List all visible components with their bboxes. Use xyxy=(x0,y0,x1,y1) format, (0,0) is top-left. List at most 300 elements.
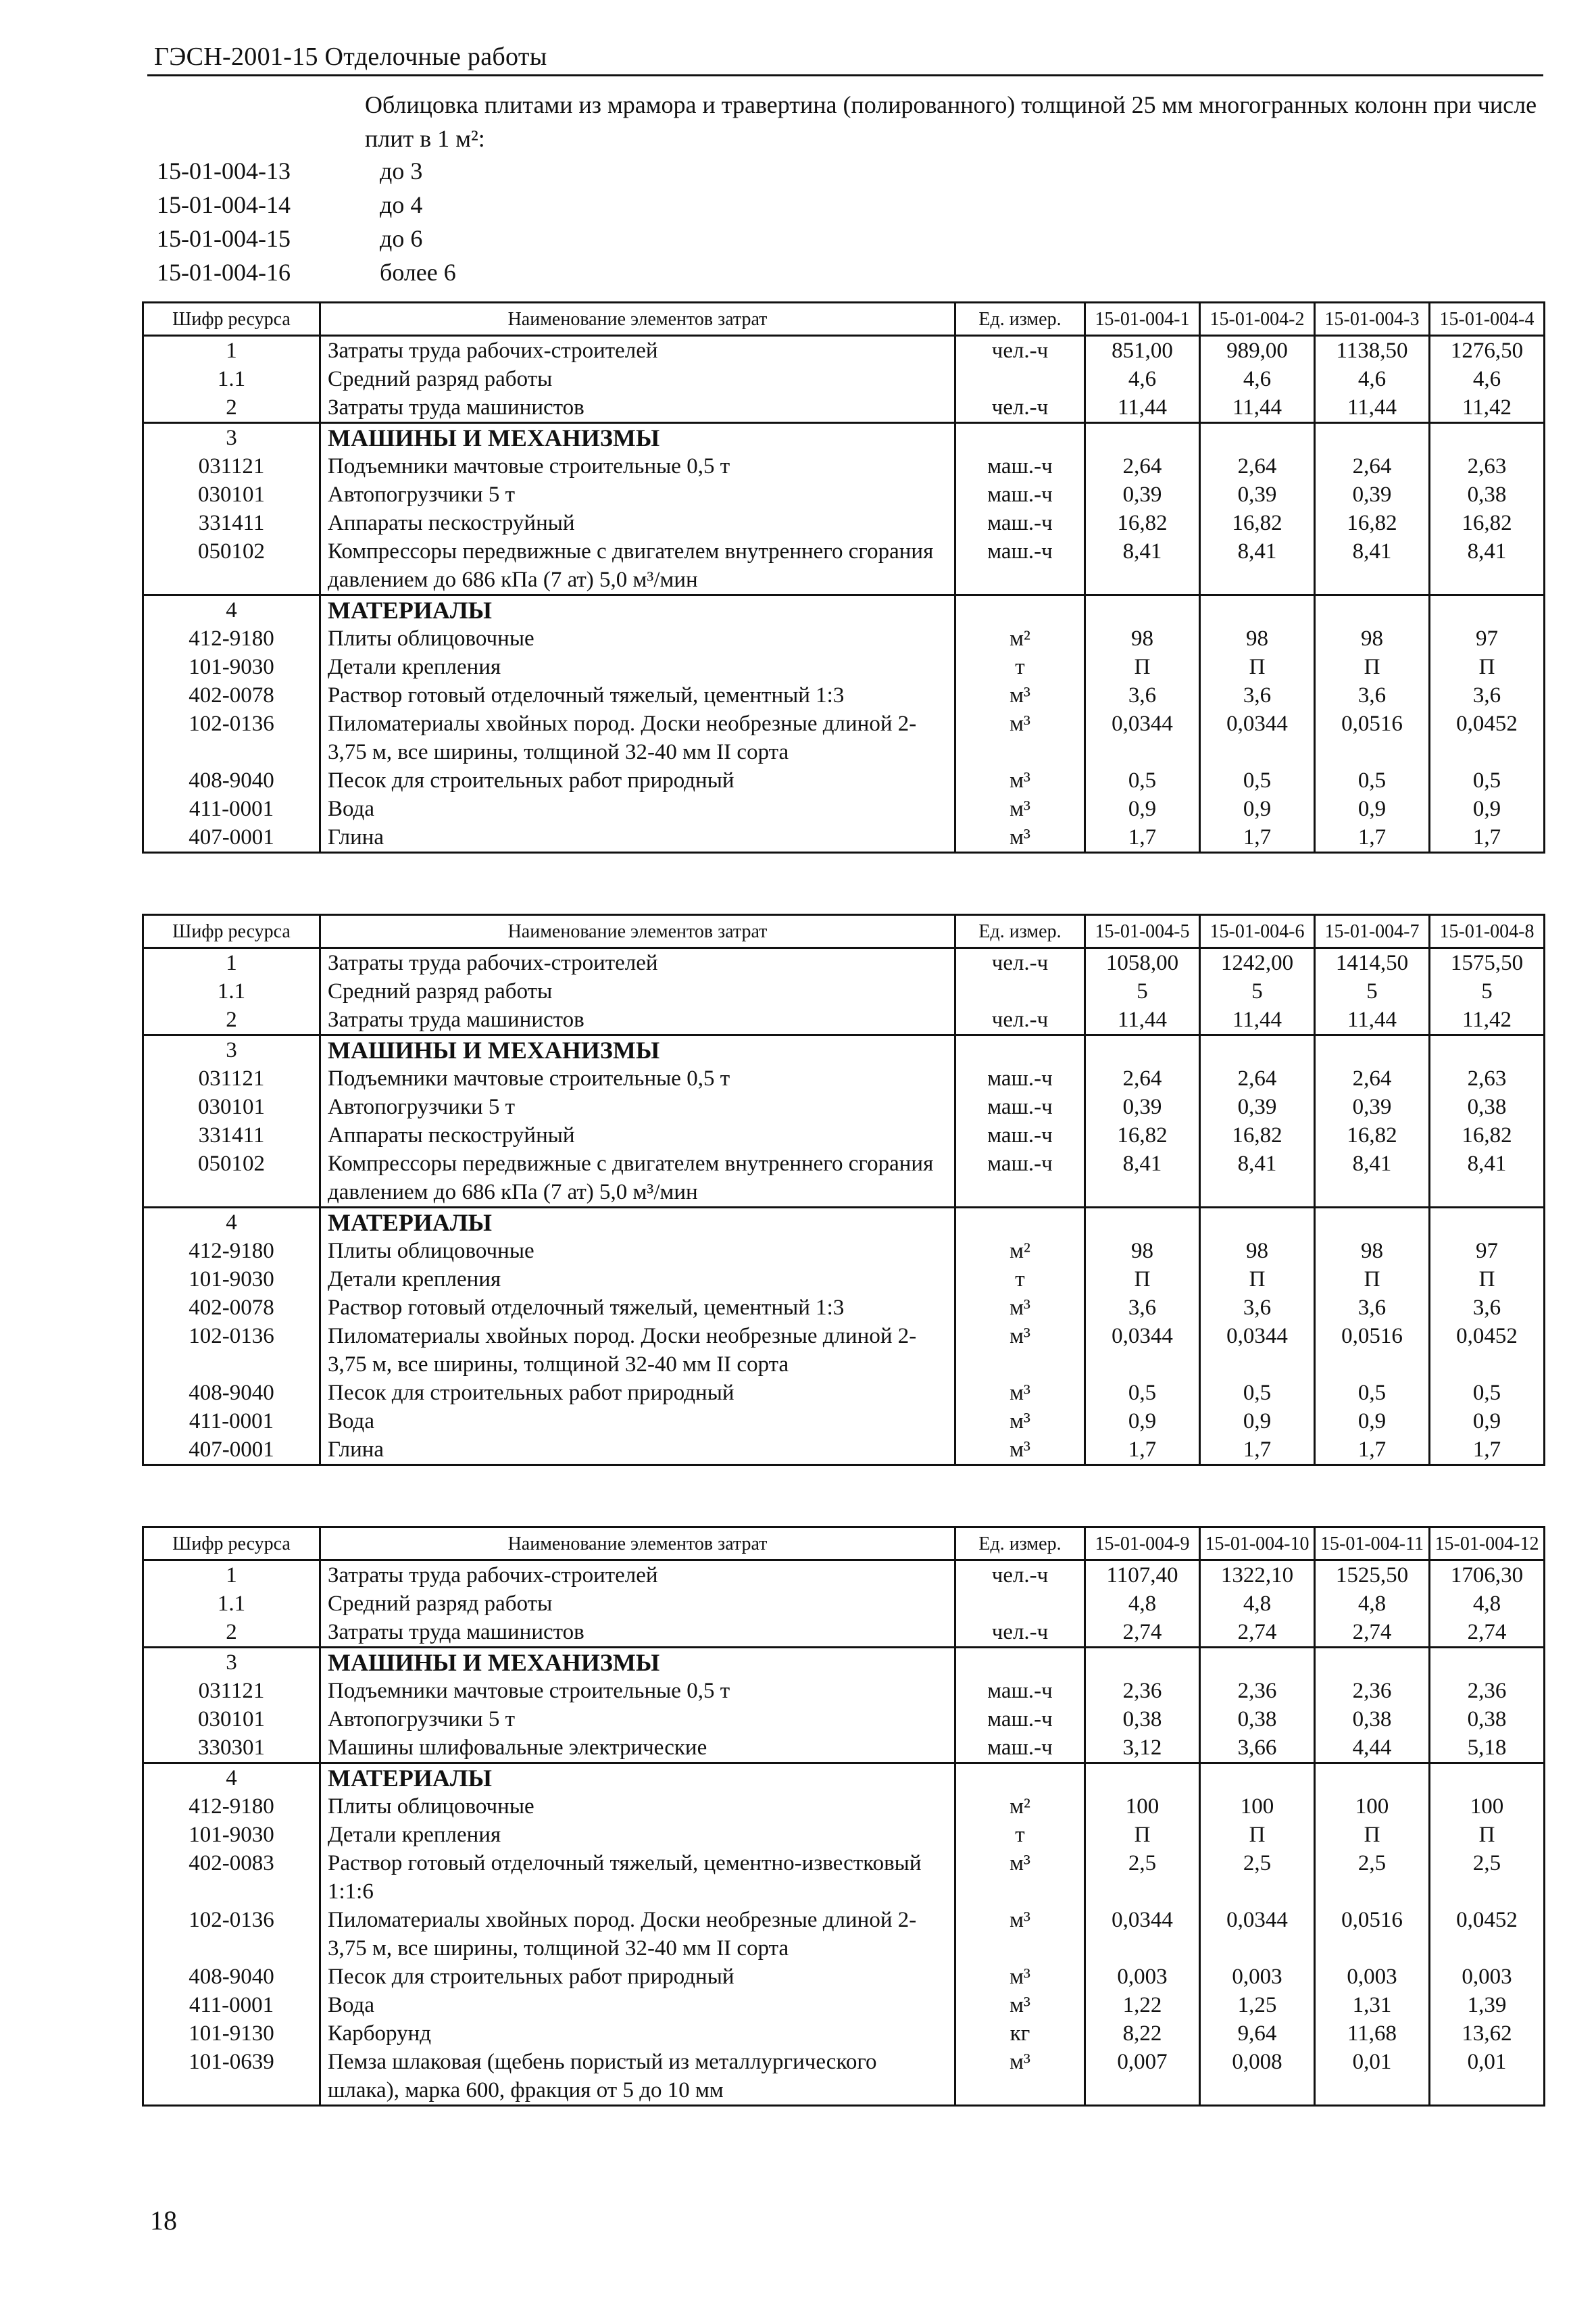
value-cell: 1,7 xyxy=(1430,1435,1545,1465)
value-cell xyxy=(1315,1035,1430,1065)
table-row xyxy=(143,1150,1545,1208)
variant-code: 15-01-004-16 xyxy=(157,259,291,286)
value-cell: 0,9 xyxy=(1085,795,1200,823)
value-cell: 5,18 xyxy=(1430,1733,1545,1763)
header-code: Шифр ресурса xyxy=(143,303,320,336)
value-cell: 2,64 xyxy=(1085,1064,1200,1093)
table-row xyxy=(143,1821,1545,1849)
unit: м³ xyxy=(955,766,1085,795)
table-row xyxy=(143,393,1545,423)
resource-name: Средний разряд работы xyxy=(320,977,955,1006)
resource-code: 101-0639 xyxy=(143,2048,320,2106)
value-cell: 2,64 xyxy=(1315,1064,1430,1093)
variant-list xyxy=(157,154,456,289)
value-cell: 1322,10 xyxy=(1200,1560,1315,1590)
value-cell: 100 xyxy=(1430,1792,1545,1821)
value-cell: 3,6 xyxy=(1430,681,1545,710)
resource-table-3 xyxy=(142,1526,1545,2107)
resource-name: Затраты труда машинистов xyxy=(320,1006,955,1035)
table-row xyxy=(143,1763,1545,1793)
value-cell: 1,7 xyxy=(1085,1435,1200,1465)
variant-code: 15-01-004-14 xyxy=(157,191,291,218)
value-cell: 1414,50 xyxy=(1315,948,1430,978)
resource-code: 408-9040 xyxy=(143,1379,320,1407)
value-cell: 8,22 xyxy=(1085,2019,1200,2048)
value-cell: 2,36 xyxy=(1200,1677,1315,1705)
unit: м³ xyxy=(955,681,1085,710)
value-cell: 2,64 xyxy=(1200,452,1315,481)
unit: м² xyxy=(955,1792,1085,1821)
unit xyxy=(955,595,1085,625)
value-cell: 989,00 xyxy=(1200,336,1315,366)
value-cell: 4,8 xyxy=(1200,1590,1315,1618)
value-cell: 16,82 xyxy=(1200,1121,1315,1150)
value-cell: 0,003 xyxy=(1200,1963,1315,1991)
value-cell: 3,6 xyxy=(1430,1294,1545,1322)
value-cell: 0,5 xyxy=(1315,1379,1430,1407)
value-cell: 2,63 xyxy=(1430,1064,1545,1093)
variant-code: 15-01-004-15 xyxy=(157,225,291,252)
value-cell: 0,38 xyxy=(1430,1705,1545,1733)
value-cell: 0,39 xyxy=(1085,481,1200,509)
value-cell xyxy=(1315,1763,1430,1793)
value-cell: 16,82 xyxy=(1430,1121,1545,1150)
table-row xyxy=(143,595,1545,625)
unit: чел.-ч xyxy=(955,1006,1085,1035)
section-title: МАТЕРИАЛЫ xyxy=(320,1763,955,1793)
unit: маш.-ч xyxy=(955,1677,1085,1705)
value-cell: 11,42 xyxy=(1430,393,1545,423)
resource-code: 408-9040 xyxy=(143,1963,320,1991)
resource-code: 030101 xyxy=(143,1705,320,1733)
table-row xyxy=(143,1006,1545,1035)
value-cell: 0,5 xyxy=(1085,1379,1200,1407)
unit: маш.-ч xyxy=(955,1733,1085,1763)
value-cell: 2,36 xyxy=(1315,1677,1430,1705)
value-cell: 0,9 xyxy=(1430,795,1545,823)
resource-name: Вода xyxy=(320,795,955,823)
value-cell: 11,42 xyxy=(1430,1006,1545,1035)
value-cell: 1242,00 xyxy=(1200,948,1315,978)
value-cell: 4,6 xyxy=(1085,365,1200,393)
value-cell: 5 xyxy=(1085,977,1200,1006)
value-cell: 0,9 xyxy=(1315,1407,1430,1435)
resource-code: 102-0136 xyxy=(143,1906,320,1963)
resource-code: 412-9180 xyxy=(143,1792,320,1821)
unit: м³ xyxy=(955,1849,1085,1906)
resource-name: Песок для строительных работ природный xyxy=(320,1963,955,1991)
value-cell: 0,0344 xyxy=(1085,1322,1200,1379)
table-row xyxy=(143,1035,1545,1065)
unit: м³ xyxy=(955,795,1085,823)
table-row xyxy=(143,1435,1545,1465)
table-header-row xyxy=(143,303,1545,336)
resource-code: 3 xyxy=(143,423,320,453)
resource-code: 2 xyxy=(143,1618,320,1648)
value-cell: 8,41 xyxy=(1315,537,1430,595)
value-cell: 2,74 xyxy=(1200,1618,1315,1648)
variant-text: до 3 xyxy=(380,157,423,184)
value-cell: П xyxy=(1315,1265,1430,1294)
section-title: МАШИНЫ И МЕХАНИЗМЫ xyxy=(320,1648,955,1677)
resource-code: 2 xyxy=(143,393,320,423)
value-cell xyxy=(1200,1035,1315,1065)
unit: м² xyxy=(955,1237,1085,1265)
value-cell: 2,74 xyxy=(1085,1618,1200,1648)
value-cell: 0,0344 xyxy=(1085,710,1200,766)
table-row xyxy=(143,823,1545,853)
value-cell: П xyxy=(1430,1265,1545,1294)
value-cell: 8,41 xyxy=(1430,537,1545,595)
variant-row xyxy=(157,188,456,222)
value-cell: 3,6 xyxy=(1315,1294,1430,1322)
unit: маш.-ч xyxy=(955,452,1085,481)
value-cell: 1138,50 xyxy=(1315,336,1430,366)
value-cell: 1276,50 xyxy=(1430,336,1545,366)
value-cell xyxy=(1315,423,1430,453)
table-header-row xyxy=(143,1527,1545,1560)
value-cell: 1525,50 xyxy=(1315,1560,1430,1590)
value-cell: 0,5 xyxy=(1200,1379,1315,1407)
value-cell: 3,6 xyxy=(1200,681,1315,710)
value-cell: 0,5 xyxy=(1200,766,1315,795)
header-norm-code: 15-01-004-1 xyxy=(1085,303,1200,336)
resource-name: Раствор готовый отделочный тяжелый, цементный 1:3 xyxy=(320,1294,955,1322)
value-cell: 4,8 xyxy=(1085,1590,1200,1618)
unit: чел.-ч xyxy=(955,393,1085,423)
header-unit: Ед. измер. xyxy=(955,303,1085,336)
resource-name: Затраты труда рабочих-строителей xyxy=(320,336,955,366)
unit xyxy=(955,1590,1085,1618)
unit: т xyxy=(955,653,1085,681)
value-cell: 1,25 xyxy=(1200,1991,1315,2019)
value-cell: 3,66 xyxy=(1200,1733,1315,1763)
value-cell: 98 xyxy=(1315,1237,1430,1265)
table-row xyxy=(143,766,1545,795)
value-cell xyxy=(1430,1763,1545,1793)
value-cell: 4,6 xyxy=(1200,365,1315,393)
value-cell: 11,44 xyxy=(1085,393,1200,423)
value-cell: 1,7 xyxy=(1315,1435,1430,1465)
table-row xyxy=(143,977,1545,1006)
value-cell: 97 xyxy=(1430,624,1545,653)
unit xyxy=(955,1648,1085,1677)
resource-code: 407-0001 xyxy=(143,1435,320,1465)
value-cell: 0,0344 xyxy=(1200,710,1315,766)
value-cell xyxy=(1315,1208,1430,1237)
value-cell: 0,9 xyxy=(1430,1407,1545,1435)
resource-name: Подъемники мачтовые строительные 0,5 т xyxy=(320,452,955,481)
header-norm-code: 15-01-004-5 xyxy=(1085,915,1200,948)
table-row xyxy=(143,1705,1545,1733)
table-row xyxy=(143,537,1545,595)
table-row xyxy=(143,1560,1545,1590)
value-cell: 0,0344 xyxy=(1200,1906,1315,1963)
intro-text: Облицовка плитами из мрамора и травертина (полированного) толщиной 25 мм многогранных колонн при числе плит в 1 м²: xyxy=(365,91,1537,152)
table-row xyxy=(143,2019,1545,2048)
value-cell xyxy=(1430,1035,1545,1065)
resource-name: Автопогрузчики 5 т xyxy=(320,481,955,509)
value-cell: 11,44 xyxy=(1315,393,1430,423)
resource-name: Песок для строительных работ природный xyxy=(320,766,955,795)
value-cell: 98 xyxy=(1200,624,1315,653)
value-cell: 0,003 xyxy=(1085,1963,1200,1991)
resource-name: Детали крепления xyxy=(320,1265,955,1294)
value-cell xyxy=(1430,423,1545,453)
value-cell: 0,003 xyxy=(1315,1963,1430,1991)
value-cell: 1,22 xyxy=(1085,1991,1200,2019)
resource-name: Глина xyxy=(320,1435,955,1465)
resource-code: 411-0001 xyxy=(143,1991,320,2019)
value-cell: 16,82 xyxy=(1085,1121,1200,1150)
resource-name: Автопогрузчики 5 т xyxy=(320,1093,955,1121)
header-rule xyxy=(147,74,1543,76)
header-name: Наименование элементов затрат xyxy=(320,303,955,336)
value-cell: 2,64 xyxy=(1315,452,1430,481)
unit: м³ xyxy=(955,2048,1085,2106)
resource-code: 412-9180 xyxy=(143,1237,320,1265)
header-norm-code: 15-01-004-9 xyxy=(1085,1527,1200,1560)
value-cell xyxy=(1085,1763,1200,1793)
table-row xyxy=(143,2048,1545,2106)
value-cell: 2,5 xyxy=(1430,1849,1545,1906)
unit: м³ xyxy=(955,823,1085,853)
resource-name: Машины шлифовальные электрические xyxy=(320,1733,955,1763)
value-cell: 0,0452 xyxy=(1430,710,1545,766)
value-cell: 2,74 xyxy=(1430,1618,1545,1648)
table-row xyxy=(143,509,1545,537)
resource-code: 101-9030 xyxy=(143,653,320,681)
resource-name: Средний разряд работы xyxy=(320,1590,955,1618)
unit: маш.-ч xyxy=(955,537,1085,595)
resource-code: 331411 xyxy=(143,1121,320,1150)
table-row xyxy=(143,1906,1545,1963)
value-cell: 1,7 xyxy=(1430,823,1545,853)
value-cell: 4,6 xyxy=(1430,365,1545,393)
table-row xyxy=(143,653,1545,681)
value-cell: 2,63 xyxy=(1430,452,1545,481)
unit: т xyxy=(955,1821,1085,1849)
value-cell: 2,64 xyxy=(1085,452,1200,481)
value-cell xyxy=(1430,1208,1545,1237)
resource-code: 411-0001 xyxy=(143,795,320,823)
value-cell: 2,74 xyxy=(1315,1618,1430,1648)
resource-code: 1.1 xyxy=(143,365,320,393)
table-row xyxy=(143,1792,1545,1821)
value-cell: 2,5 xyxy=(1315,1849,1430,1906)
value-cell: 3,6 xyxy=(1085,681,1200,710)
resource-name: Плиты облицовочные xyxy=(320,624,955,653)
resource-code: 101-9030 xyxy=(143,1265,320,1294)
value-cell: 11,44 xyxy=(1085,1006,1200,1035)
table-row xyxy=(143,1733,1545,1763)
value-cell: 3,6 xyxy=(1315,681,1430,710)
value-cell: 1,7 xyxy=(1200,823,1315,853)
value-cell: П xyxy=(1200,1265,1315,1294)
unit xyxy=(955,1763,1085,1793)
value-cell: 0,9 xyxy=(1200,795,1315,823)
resource-code: 031121 xyxy=(143,1064,320,1093)
table-row xyxy=(143,1294,1545,1322)
resource-code: 411-0001 xyxy=(143,1407,320,1435)
resource-code: 1 xyxy=(143,336,320,366)
value-cell: 0,0516 xyxy=(1315,1322,1430,1379)
value-cell: 0,38 xyxy=(1430,481,1545,509)
unit: чел.-ч xyxy=(955,336,1085,366)
value-cell: П xyxy=(1200,653,1315,681)
value-cell: 98 xyxy=(1085,624,1200,653)
value-cell: 0,38 xyxy=(1085,1705,1200,1733)
unit xyxy=(955,977,1085,1006)
table-row xyxy=(143,795,1545,823)
value-cell: 98 xyxy=(1200,1237,1315,1265)
header-norm-code: 15-01-004-6 xyxy=(1200,915,1315,948)
value-cell: 0,39 xyxy=(1200,481,1315,509)
resource-name: Вода xyxy=(320,1407,955,1435)
value-cell xyxy=(1200,1208,1315,1237)
section-title: МАТЕРИАЛЫ xyxy=(320,595,955,625)
value-cell: 0,5 xyxy=(1430,766,1545,795)
resource-name: Компрессоры передвижные с двигателем внутреннего сгорания давлением до 686 кПа (7 ат) 5,0 м³/мин xyxy=(320,1150,955,1208)
value-cell: 0,38 xyxy=(1430,1093,1545,1121)
value-cell: 4,44 xyxy=(1315,1733,1430,1763)
resource-code: 1.1 xyxy=(143,977,320,1006)
value-cell: 0,5 xyxy=(1085,766,1200,795)
resource-code: 402-0083 xyxy=(143,1849,320,1906)
value-cell: 0,0516 xyxy=(1315,710,1430,766)
value-cell: 0,9 xyxy=(1200,1407,1315,1435)
header-norm-code: 15-01-004-2 xyxy=(1200,303,1315,336)
unit: маш.-ч xyxy=(955,1064,1085,1093)
unit: маш.-ч xyxy=(955,1121,1085,1150)
resource-table-1 xyxy=(142,301,1545,854)
resource-name: Песок для строительных работ природный xyxy=(320,1379,955,1407)
value-cell: П xyxy=(1315,653,1430,681)
value-cell: 5 xyxy=(1200,977,1315,1006)
value-cell: 0,39 xyxy=(1200,1093,1315,1121)
value-cell: 0,38 xyxy=(1315,1705,1430,1733)
resource-name: Пиломатериалы хвойных пород. Доски необрезные длиной 2-3,75 м, все ширины, толщиной 32-40 мм II сорта xyxy=(320,710,955,766)
table-row xyxy=(143,710,1545,766)
resource-code: 1 xyxy=(143,948,320,978)
value-cell: 1107,40 xyxy=(1085,1560,1200,1590)
value-cell: 2,64 xyxy=(1200,1064,1315,1093)
value-cell: 0,003 xyxy=(1430,1963,1545,1991)
header-unit: Ед. измер. xyxy=(955,1527,1085,1560)
resource-code: 031121 xyxy=(143,452,320,481)
table-row xyxy=(143,481,1545,509)
value-cell: 0,39 xyxy=(1315,481,1430,509)
table-row xyxy=(143,1648,1545,1677)
header-norm-code: 15-01-004-11 xyxy=(1315,1527,1430,1560)
value-cell: 0,01 xyxy=(1430,2048,1545,2106)
value-cell xyxy=(1200,595,1315,625)
resource-code: 4 xyxy=(143,1208,320,1237)
resource-code: 1.1 xyxy=(143,1590,320,1618)
value-cell: 1575,50 xyxy=(1430,948,1545,978)
unit: м³ xyxy=(955,1991,1085,2019)
resource-name: Карборунд xyxy=(320,2019,955,2048)
value-cell: 1,7 xyxy=(1315,823,1430,853)
value-cell: 16,82 xyxy=(1315,509,1430,537)
resource-name: Подъемники мачтовые строительные 0,5 т xyxy=(320,1677,955,1705)
value-cell: 8,41 xyxy=(1085,537,1200,595)
value-cell: 0,5 xyxy=(1430,1379,1545,1407)
table-row xyxy=(143,452,1545,481)
unit: м³ xyxy=(955,1407,1085,1435)
resource-code: 402-0078 xyxy=(143,1294,320,1322)
resource-name: Затраты труда машинистов xyxy=(320,1618,955,1648)
variant-row xyxy=(157,255,456,289)
value-cell: 1,39 xyxy=(1430,1991,1545,2019)
value-cell: 4,8 xyxy=(1315,1590,1430,1618)
section-title: МАТЕРИАЛЫ xyxy=(320,1208,955,1237)
value-cell xyxy=(1315,595,1430,625)
variant-row xyxy=(157,154,456,188)
value-cell: 0,01 xyxy=(1315,2048,1430,2106)
unit: м³ xyxy=(955,1435,1085,1465)
table-row xyxy=(143,1093,1545,1121)
value-cell: 8,41 xyxy=(1200,1150,1315,1208)
value-cell: 0,39 xyxy=(1315,1093,1430,1121)
value-cell: 8,41 xyxy=(1085,1150,1200,1208)
resource-code: 1 xyxy=(143,1560,320,1590)
unit: м³ xyxy=(955,1906,1085,1963)
value-cell: 0,38 xyxy=(1200,1705,1315,1733)
value-cell: 851,00 xyxy=(1085,336,1200,366)
resource-name: Плиты облицовочные xyxy=(320,1237,955,1265)
value-cell xyxy=(1200,423,1315,453)
resource-code: 4 xyxy=(143,595,320,625)
table-row xyxy=(143,1379,1545,1407)
table-row xyxy=(143,1208,1545,1237)
resource-name: Аппараты пескоструйный xyxy=(320,1121,955,1150)
header-norm-code: 15-01-004-3 xyxy=(1315,303,1430,336)
resource-code: 101-9130 xyxy=(143,2019,320,2048)
unit: м³ xyxy=(955,710,1085,766)
unit: м³ xyxy=(955,1379,1085,1407)
value-cell: 100 xyxy=(1085,1792,1200,1821)
header-name: Наименование элементов затрат xyxy=(320,915,955,948)
resource-code: 050102 xyxy=(143,537,320,595)
variant-row xyxy=(157,222,456,255)
value-cell: 1,7 xyxy=(1085,823,1200,853)
unit: м³ xyxy=(955,1322,1085,1379)
table-row xyxy=(143,1849,1545,1906)
value-cell: 4,8 xyxy=(1430,1590,1545,1618)
unit: кг xyxy=(955,2019,1085,2048)
variant-text: более 6 xyxy=(380,259,456,286)
table-row xyxy=(143,624,1545,653)
unit: м² xyxy=(955,624,1085,653)
page-header-title: ГЭСН-2001-15 Отделочные работы xyxy=(154,43,547,71)
value-cell: П xyxy=(1085,1821,1200,1849)
resource-code: 330301 xyxy=(143,1733,320,1763)
table-row xyxy=(143,681,1545,710)
value-cell: 0,007 xyxy=(1085,2048,1200,2106)
unit xyxy=(955,365,1085,393)
unit: чел.-ч xyxy=(955,1618,1085,1648)
table-header-row xyxy=(143,915,1545,948)
value-cell: 0,0452 xyxy=(1430,1322,1545,1379)
table-row xyxy=(143,365,1545,393)
value-cell: П xyxy=(1200,1821,1315,1849)
resource-name: Затраты труда рабочих-строителей xyxy=(320,948,955,978)
value-cell: 4,6 xyxy=(1315,365,1430,393)
value-cell: 1058,00 xyxy=(1085,948,1200,978)
value-cell xyxy=(1085,595,1200,625)
value-cell: 0,0344 xyxy=(1200,1322,1315,1379)
